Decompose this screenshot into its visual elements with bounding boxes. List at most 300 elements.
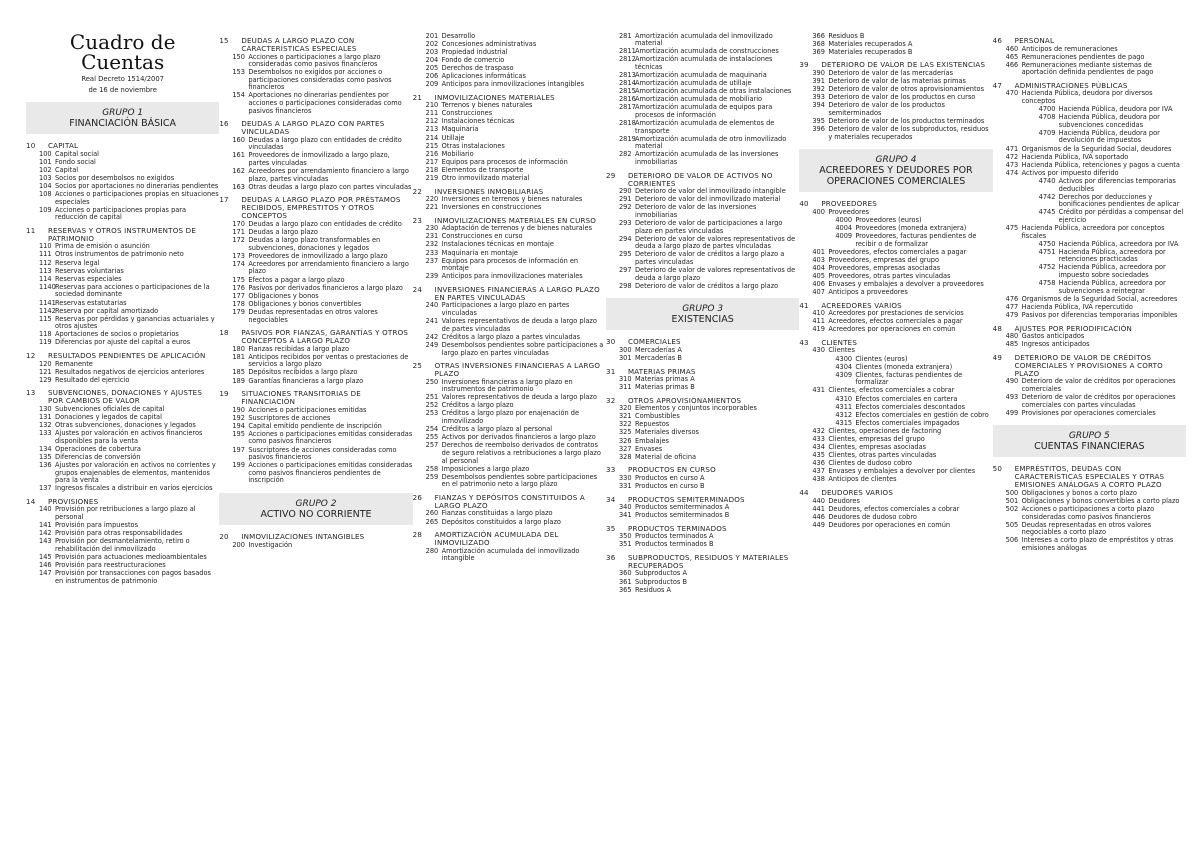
account-label: Remuneraciones mediante sistemas de aportación definida pendientes de pago <box>1021 60 1154 77</box>
account-label: Productos terminados A <box>634 532 714 541</box>
account-label: Amortización acumulada de instalaciones técnicas <box>634 55 773 71</box>
account-entry <box>219 69 412 92</box>
account-entry <box>219 431 412 446</box>
account-code: 16 <box>219 119 229 129</box>
account-label: Amortización acumulada de las inversiones inmobiliarias <box>634 150 779 166</box>
account-label: Imposiciones a largo plazo <box>441 464 530 473</box>
account-label: Envases <box>634 444 663 453</box>
account-code: 221 <box>425 203 439 212</box>
account-code: 218 <box>425 165 439 174</box>
account-label: Desembolsos pendientes sobre participaciones en el patrimonio neto a largo plazo <box>441 472 598 489</box>
account-entry <box>799 356 992 364</box>
account-entry <box>993 537 1186 552</box>
account-subgroup <box>606 172 799 188</box>
account-code: 231 <box>425 232 439 241</box>
account-label: PROVEEDORES <box>821 199 877 209</box>
account-code: 242 <box>425 332 439 341</box>
account-code: 475 <box>1005 223 1019 232</box>
account-label: Provisión por transacciones con pagos basados en instrumentos de patrimonio <box>55 569 211 585</box>
account-code: 404 <box>812 263 825 272</box>
group-number: GRUPO 5 <box>1068 431 1110 442</box>
account-code: 129 <box>39 375 52 384</box>
account-label: PRODUCTOS SEMITERMINADOS <box>627 494 745 504</box>
account-label: Proveedores, facturas pendientes de recibir o de formalizar <box>855 231 977 248</box>
account-entry <box>26 284 219 299</box>
account-code: 185 <box>232 368 245 377</box>
account-code: 401 <box>812 247 825 256</box>
account-code: 31 <box>605 366 616 376</box>
account-entry <box>799 476 992 484</box>
account-label: Desembolsos pendientes sobre participaciones a largo plazo en partes vinculadas <box>441 340 604 357</box>
account-code: 249 <box>425 340 439 349</box>
account-label: Pasivos por diferencias temporarias imponibles <box>1021 311 1178 319</box>
account-code: 153 <box>232 68 245 77</box>
account-code: 214 <box>425 133 439 142</box>
account-code: 391 <box>812 76 825 85</box>
account-code: 449 <box>812 520 825 529</box>
account-entry <box>219 369 412 377</box>
account-label: Deudas a largo plazo transformables en subvenciones, donaciones y legados <box>248 236 381 252</box>
account-label: Créditos a largo plazo <box>441 401 514 410</box>
account-code: 471 <box>1005 144 1019 153</box>
account-code: 172 <box>232 236 245 245</box>
account-label: OTRAS INVERSIONES FINANCIERAS A LARGO PLAZO <box>434 361 601 379</box>
account-entry <box>26 207 219 222</box>
account-label: Otras deudas a largo plazo con partes vinculadas <box>248 182 412 191</box>
account-code: 41 <box>799 300 809 310</box>
account-label: PRODUCTOS EN CURSO <box>627 465 716 475</box>
account-label: Proveedores, efectos comerciales a pagar <box>828 247 967 256</box>
account-label: Desarrollo <box>441 32 476 40</box>
account-entry <box>219 447 412 462</box>
account-entry <box>413 302 606 317</box>
account-label: Ingresos anticipados <box>1021 340 1090 349</box>
account-entry <box>993 522 1186 537</box>
account-entry <box>993 506 1186 521</box>
account-code: 190 <box>232 405 245 414</box>
account-code: 177 <box>232 291 245 300</box>
account-label: Construcciones <box>441 109 493 118</box>
account-label: Deterioro de valor de los productos semiterminados <box>828 101 945 117</box>
account-entry <box>993 280 1186 295</box>
account-label: INVERSIONES FINANCIERAS A LARGO PLAZO EN PARTES VINCULADAS <box>434 284 600 302</box>
account-label: Hacienda Pública, acreedora por conceptos fiscales <box>1021 223 1165 240</box>
account-code: 460 <box>1005 44 1019 53</box>
account-subgroup <box>219 120 412 136</box>
account-code: 446 <box>812 512 825 521</box>
account-code: 4004 <box>835 223 853 232</box>
account-subgroup <box>26 142 219 150</box>
account-code: 146 <box>39 561 52 570</box>
group-header <box>993 425 1186 457</box>
column-6-entries <box>993 37 1186 553</box>
account-code: 441 <box>812 504 825 513</box>
account-label: Materias primas B <box>634 383 695 392</box>
account-label: Deterioro de valor de créditos por operaciones comerciales <box>1021 377 1176 393</box>
account-code: 360 <box>618 569 632 578</box>
account-code: 431 <box>812 386 825 395</box>
account-label: Clientes (euros) <box>855 354 908 363</box>
account-label: Fondo social <box>55 157 96 166</box>
account-label: Reservas especiales <box>55 274 122 283</box>
account-label: ADMINISTRACIONES PÚBLICAS <box>1014 80 1128 90</box>
account-entry <box>799 347 992 355</box>
account-label: Provisión por desmantelamiento, retiro o rehabilitación del inmovilizado <box>55 537 190 553</box>
account-label: Clientes, operaciones de factoring <box>828 426 942 435</box>
account-code: 237 <box>425 256 439 265</box>
account-label: Elementos de transporte <box>441 165 524 174</box>
account-code: 4312 <box>835 410 853 419</box>
group-header <box>219 493 412 525</box>
account-entry <box>993 46 1186 54</box>
account-label: Provisión para impuestos <box>55 521 139 530</box>
account-code: 490 <box>1005 377 1019 386</box>
column-1-entries <box>26 102 219 585</box>
account-code: 366 <box>812 32 825 40</box>
account-code: 121 <box>39 367 52 376</box>
account-code: 239 <box>425 272 439 281</box>
account-label: INVERSIONES INMOBILIARIAS <box>434 186 544 196</box>
account-label: Capital emitido pendiente de inscripción <box>248 421 382 430</box>
account-label: Amortización acumulada de equipos para procesos de información <box>634 103 773 119</box>
account-entry <box>606 579 799 587</box>
account-code: 297 <box>618 266 632 275</box>
account-subgroup <box>799 489 992 497</box>
account-label: Inversiones financieras a largo plazo en instrumentos de patrimonio <box>441 377 573 394</box>
account-entry <box>413 175 606 183</box>
account-code: 259 <box>425 472 439 481</box>
account-code: 154 <box>232 91 245 100</box>
account-entry <box>606 267 799 282</box>
account-code: 499 <box>1005 408 1019 417</box>
account-label: DEUDORES VARIOS <box>821 488 894 498</box>
account-code: 331 <box>618 481 632 490</box>
account-code: 36 <box>605 552 616 562</box>
group-header <box>26 102 219 134</box>
account-entry <box>26 151 219 159</box>
account-label: Materiales diversos <box>634 428 699 437</box>
account-label: Construcciones en curso <box>441 232 523 241</box>
account-entry <box>219 378 412 386</box>
account-label: Diferencias de conversión <box>55 452 141 461</box>
account-label: Obligaciones y bonos convertibles <box>248 299 362 308</box>
account-entry <box>606 384 799 392</box>
account-entry <box>799 396 992 404</box>
account-label: Otras subvenciones, donaciones y legados <box>55 421 196 430</box>
account-label: Provisión para actuaciones medioambientales <box>55 552 207 561</box>
account-code: 1140 <box>39 282 56 291</box>
account-label: Efectos comerciales impagados <box>855 418 960 427</box>
account-code: 1142 <box>39 306 56 315</box>
account-code: 255 <box>425 433 439 442</box>
account-code: 480 <box>1005 332 1019 341</box>
account-label: Residuos B <box>828 32 865 40</box>
account-code: 440 <box>812 496 825 505</box>
account-code: 11 <box>26 225 36 235</box>
account-label: Deterioro de valor de los subproductos, residuos y materiales recuperados <box>828 124 989 141</box>
account-entry <box>26 260 219 268</box>
account-code: 14 <box>26 496 36 506</box>
account-entry <box>606 236 799 251</box>
account-label: RESERVAS Y OTROS INSTRUMENTOS DE PATRIMONIO <box>48 225 197 243</box>
account-entry <box>993 178 1186 193</box>
account-subgroup <box>219 196 412 220</box>
account-code: 162 <box>232 167 245 176</box>
account-entry <box>799 289 992 297</box>
account-entry <box>413 410 606 425</box>
account-code: 411 <box>812 317 825 326</box>
account-code: 15 <box>219 36 229 45</box>
account-label: Materiales recuperados B <box>828 47 913 56</box>
account-label: Organismos de la Seguridad Social, acreedores <box>1021 294 1178 303</box>
column-3 <box>413 32 606 849</box>
account-code: 250 <box>425 377 439 386</box>
account-entry <box>606 429 799 437</box>
account-code: 465 <box>1005 52 1019 61</box>
account-code: 10 <box>26 141 36 150</box>
account-label: Derechos de traspaso <box>441 63 514 72</box>
account-label: Hacienda Pública, retenciones y pagos a cuenta <box>1021 160 1180 169</box>
account-code: 40 <box>799 199 809 209</box>
account-code: 290 <box>618 187 632 196</box>
account-code: 133 <box>39 429 52 438</box>
account-label: DETERIORO DE VALOR DE ACTIVOS NO CORRIENTES <box>627 170 773 188</box>
account-label: Anticipos de clientes <box>828 475 897 484</box>
account-entry <box>606 483 799 491</box>
account-code: 120 <box>39 359 52 368</box>
account-code: 49 <box>992 352 1003 362</box>
account-code: 119 <box>39 338 52 347</box>
column-2-entries <box>219 37 412 549</box>
account-label: Embalajes <box>634 436 669 445</box>
account-entry <box>993 146 1186 154</box>
account-label: Deterioro de valor del inmovilizado material <box>634 195 781 204</box>
account-subgroup <box>993 37 1186 45</box>
account-code: 4315 <box>835 418 853 427</box>
account-label: Deudas a largo plazo <box>248 228 318 236</box>
account-code: 328 <box>618 452 632 461</box>
account-label: Obligaciones y bonos convertibles a corto plazo <box>1021 496 1180 505</box>
account-code: 22 <box>412 186 423 196</box>
account-entry <box>993 209 1186 224</box>
account-code: 44 <box>799 488 809 498</box>
account-label: Inversiones en construcciones <box>441 203 542 212</box>
account-code: 4709 <box>1038 128 1056 137</box>
account-label: Adaptación de terrenos y de bienes naturales <box>441 224 593 233</box>
account-label: Amortización acumulada de otro inmovilizado material <box>634 134 787 151</box>
account-code: 12 <box>26 351 36 361</box>
account-code: 140 <box>39 505 52 514</box>
account-code: 21 <box>412 92 423 102</box>
account-label: Hacienda Pública, IVA soportado <box>1021 152 1129 161</box>
account-code: 4310 <box>835 394 853 403</box>
account-label: Amortización acumulada del inmovilizado intangible <box>441 546 580 563</box>
account-code: 502 <box>1005 504 1019 513</box>
account-code: 206 <box>425 71 439 80</box>
account-label: Productos terminados B <box>634 540 714 549</box>
account-label: DEUDAS A LARGO PLAZO POR PRÉSTAMOS RECIBIDOS, EMPRÉSTITOS Y OTROS CONCEPTOS <box>241 195 401 221</box>
account-entry <box>219 137 412 152</box>
account-entry <box>799 372 992 387</box>
account-label: INMOVILIZACIONES MATERIALES EN CURSO <box>434 215 597 225</box>
account-code: 322 <box>618 420 632 429</box>
account-subgroup <box>219 533 412 541</box>
account-code: 476 <box>1005 294 1019 303</box>
account-code: 282 <box>618 150 632 159</box>
account-entry <box>993 341 1186 349</box>
account-entry <box>993 312 1186 320</box>
account-label: DETERIORO DE VALOR DE LAS EXISTENCIAS <box>821 60 986 70</box>
account-entry <box>219 54 412 69</box>
account-label: Productos en curso B <box>634 481 705 490</box>
account-label: Deudas a largo plazo con entidades de crédito <box>248 219 402 228</box>
account-entry <box>799 126 992 141</box>
account-label: Aportaciones de socios o propietarios <box>55 330 179 339</box>
account-label: Socios por aportaciones no dinerarias pendientes <box>55 181 219 190</box>
account-label: Elementos y conjuntos incorporables <box>634 404 757 413</box>
account-label: Otras instalaciones <box>441 141 505 150</box>
account-code: 46 <box>992 36 1003 45</box>
account-code: 112 <box>39 258 52 267</box>
account-code: 132 <box>39 421 52 430</box>
account-entry <box>26 300 219 308</box>
account-label: Repuestos <box>634 420 670 429</box>
account-label: Acciones o participaciones propias para reducción de capital <box>55 205 187 222</box>
account-label: Anticipos para inmovilizaciones materiales <box>441 272 583 281</box>
account-label: Hacienda Pública, acreedora por subvenciones a reintegrar <box>1058 279 1166 295</box>
account-code: 178 <box>232 299 245 308</box>
account-label: FIANZAS Y DEPÓSITOS CONSTITUIDOS A LARGO PLAZO <box>434 492 585 510</box>
account-code: 485 <box>1005 340 1019 349</box>
account-code: 205 <box>425 63 439 72</box>
account-subgroup <box>219 390 412 406</box>
account-code: 506 <box>1005 536 1019 545</box>
account-label: PROVISIONES <box>48 496 99 506</box>
account-label: Anticipos recibidos por ventas o prestaciones de servicios a largo plazo <box>248 352 409 369</box>
account-label: SUBVENCIONES, DONACIONES Y AJUSTES POR CAMBIOS DE VALOR <box>48 388 203 406</box>
account-label: Materias primas A <box>634 375 695 383</box>
group-number: GRUPO 3 <box>682 304 724 315</box>
account-label: Acciones o participaciones emitidas consideradas como pasivos financieros <box>248 429 413 446</box>
column-6 <box>993 32 1186 849</box>
account-label: Ajustes por valoración en activos financieros disponibles para la venta <box>55 429 203 445</box>
account-label: Hacienda Pública, acreedora por IVA <box>1058 239 1179 248</box>
account-entry <box>606 33 799 48</box>
account-code: 23 <box>412 215 423 225</box>
account-subgroup <box>993 465 1186 489</box>
account-label: Maquinaria <box>441 125 479 134</box>
account-label: Envases y embalajes a devolver por clientes <box>828 467 976 476</box>
account-code: 295 <box>618 250 632 259</box>
account-label: Anticipos para inmovilizaciones intangibles <box>441 80 585 89</box>
account-label: Deudas a largo plazo con entidades de crédito vinculadas <box>248 135 402 152</box>
account-label: Deterioro de valor de otros aprovisionamientos <box>828 84 985 93</box>
account-code: 265 <box>425 517 439 526</box>
account-entry <box>219 152 412 167</box>
account-code: 39 <box>799 60 809 70</box>
account-label: Depósitos recibidos a largo plazo <box>248 368 358 377</box>
account-label: INMOVILIZACIONES INTANGIBLES <box>241 532 365 542</box>
account-label: Productos en curso A <box>634 473 705 482</box>
account-code: 432 <box>812 426 825 435</box>
account-entry <box>219 309 412 324</box>
account-code: 505 <box>1005 520 1019 529</box>
account-entry <box>606 104 799 119</box>
account-code: 368 <box>812 39 825 48</box>
account-code: 260 <box>425 509 439 518</box>
account-entry <box>606 283 799 291</box>
account-entry <box>26 251 219 259</box>
account-code: 175 <box>232 275 245 284</box>
account-label: Clientes (moneda extranjera) <box>855 362 953 371</box>
account-code: 199 <box>232 461 245 470</box>
account-label: Deterioro de valor de las materias primas <box>828 76 966 85</box>
account-label: PASIVOS POR FIANZAS, GARANTÍAS Y OTROS CONCEPTOS A LARGO PLAZO <box>241 328 409 346</box>
account-label: Acciones o participaciones emitidas consideradas como pasivos financieros pendientes de inscripción <box>248 461 413 485</box>
account-label: Reservas para acciones o participaciones de la sociedad dominante <box>55 282 210 299</box>
account-entry <box>219 168 412 183</box>
account-label: Acreedores, efectos comerciales a pagar <box>828 317 963 326</box>
account-label: Residuos A <box>634 585 672 594</box>
account-code: 2813 <box>618 70 636 79</box>
account-label: Instalaciones técnicas en montaje <box>441 240 554 249</box>
account-code: 47 <box>992 80 1003 90</box>
account-entry <box>606 512 799 520</box>
account-code: 142 <box>39 529 52 538</box>
account-label: Créditos a largo plazo a partes vinculadas <box>441 332 581 341</box>
account-label: Proveedores, empresas del grupo <box>828 255 940 264</box>
account-code: 470 <box>1005 89 1019 98</box>
account-code: 395 <box>812 116 825 125</box>
group-title: EXISTENCIAS <box>671 314 734 326</box>
account-code: 252 <box>425 401 439 410</box>
account-label: Deterioro de valor de créditos a largo plazo <box>634 281 779 290</box>
account-subgroup <box>413 286 606 302</box>
account-code: 393 <box>812 93 825 102</box>
account-code: 100 <box>39 149 52 158</box>
account-entry <box>219 542 412 550</box>
account-code: 407 <box>812 288 825 297</box>
account-label: Proveedores, empresas asociadas <box>828 263 941 272</box>
account-subgroup <box>26 227 219 243</box>
account-entry <box>993 90 1186 105</box>
account-label: Organismos de la Seguridad Social, deudores <box>1021 144 1172 153</box>
account-entry <box>26 339 219 347</box>
account-code: 4745 <box>1038 208 1056 217</box>
account-label: Reserva legal <box>55 258 100 267</box>
account-entry <box>993 114 1186 129</box>
account-code: 118 <box>39 330 52 339</box>
page-title-line-1: Cuadro de <box>69 32 176 54</box>
account-entry <box>413 342 606 357</box>
account-label: Deterioro de valor del inmovilizado intangible <box>634 187 786 196</box>
account-code: 251 <box>425 393 439 402</box>
account-entry <box>219 184 412 192</box>
account-entry <box>413 135 606 143</box>
account-label: OTROS APROVISIONAMIENTOS <box>627 395 742 405</box>
account-label: Desembolsos no exigidos por acciones o participaciones consideradas como pasivos financieros <box>248 68 392 92</box>
account-code: 209 <box>425 80 439 89</box>
account-label: Clientes, efectos comerciales a cobrar <box>828 386 955 395</box>
account-label: Activos por derivados financieros a largo plazo <box>441 433 596 442</box>
account-entry <box>993 62 1186 77</box>
account-label: Provisión por retribuciones a largo plazo al personal <box>55 505 196 521</box>
account-code: 330 <box>618 473 632 482</box>
account-code: 2818 <box>618 119 636 128</box>
account-code: 181 <box>232 352 245 361</box>
account-label: Combustibles <box>634 412 680 421</box>
account-code: 253 <box>425 409 439 418</box>
